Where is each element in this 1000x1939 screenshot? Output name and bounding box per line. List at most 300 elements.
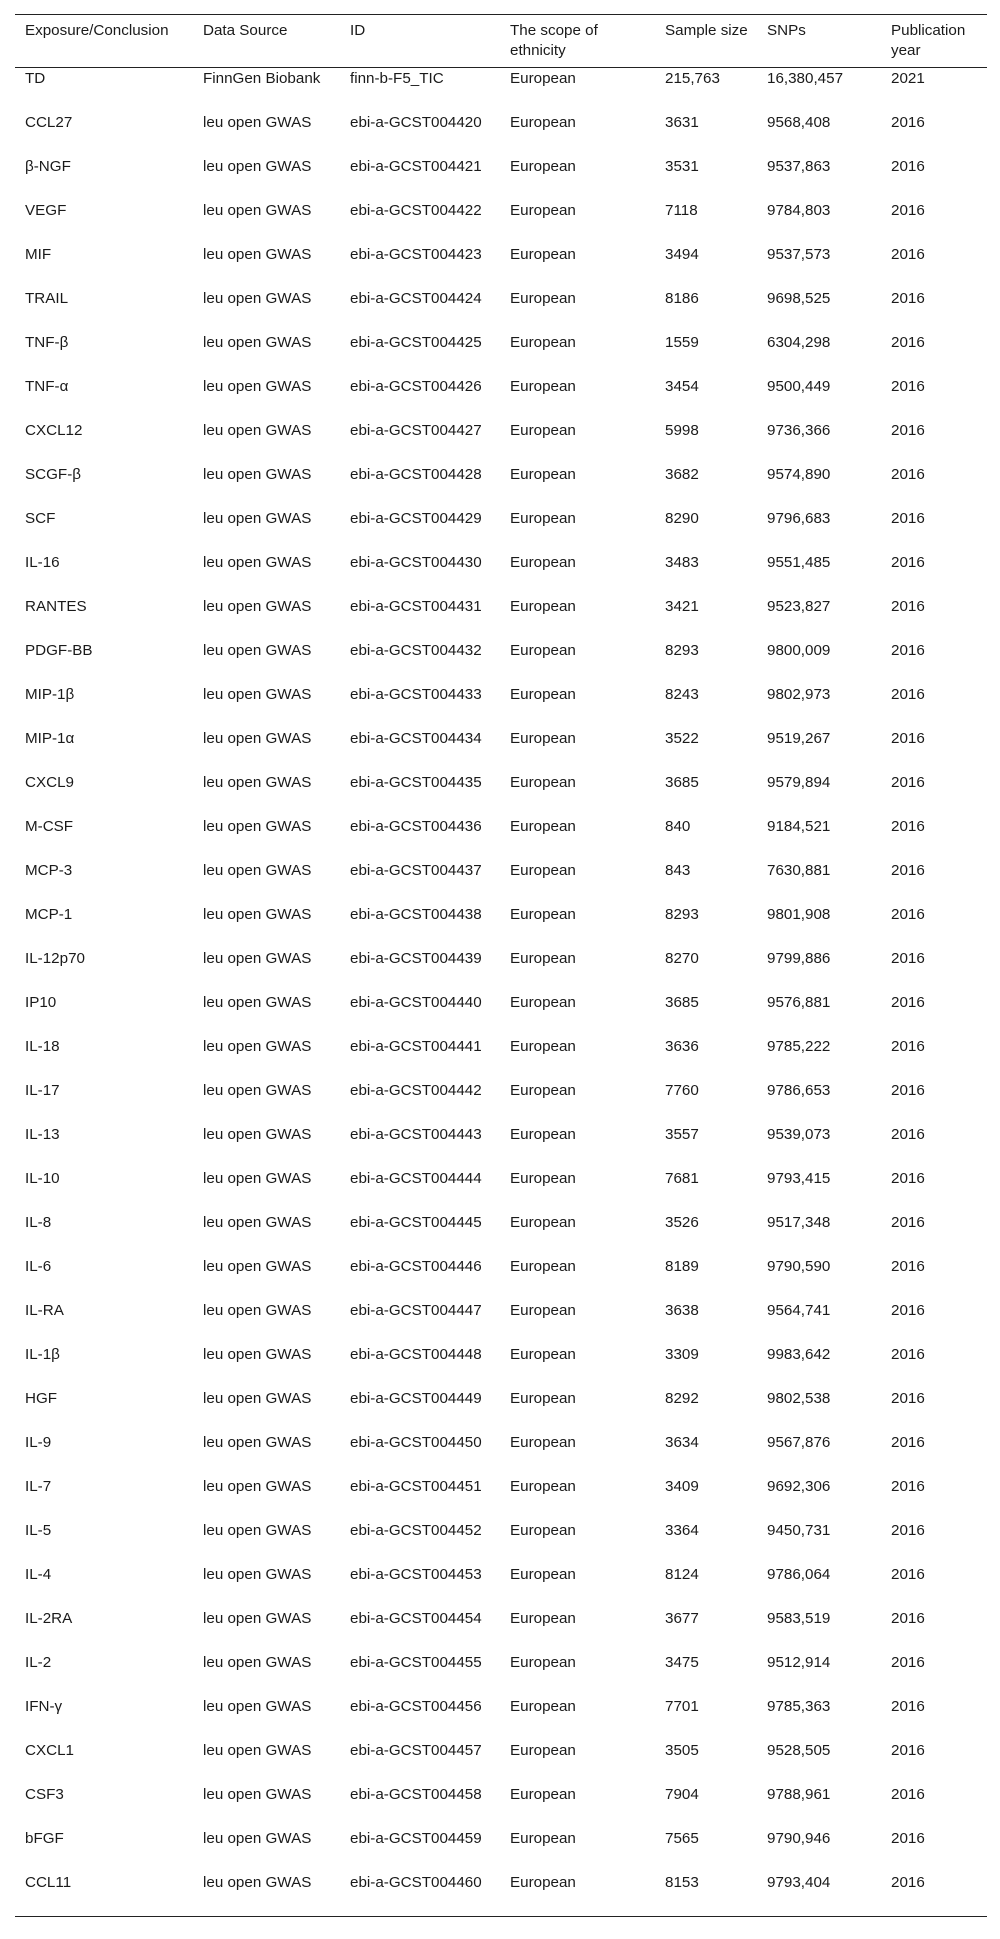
table-row	[15, 508, 987, 552]
cell-data-source: leu open GWAS	[203, 1390, 312, 1407]
cell-snps: 9788,961	[767, 1786, 831, 1803]
cell-id: ebi-a-GCST004445	[350, 1214, 482, 1231]
cell-sample-size: 3685	[665, 774, 699, 791]
cell-id: ebi-a-GCST004460	[350, 1874, 482, 1891]
cell-snps: 9567,876	[767, 1434, 831, 1451]
cell-exposure: CCL27	[25, 114, 73, 131]
cell-snps: 9450,731	[767, 1522, 831, 1539]
table-row	[15, 1784, 987, 1828]
cell-publication-year: 2016	[891, 1258, 925, 1275]
cell-sample-size: 8124	[665, 1566, 699, 1583]
cell-id: ebi-a-GCST004430	[350, 554, 482, 571]
cell-sample-size: 3475	[665, 1654, 699, 1671]
cell-publication-year: 2016	[891, 818, 925, 835]
table-header	[15, 15, 987, 68]
cell-exposure: IL-16	[25, 554, 60, 571]
table-row	[15, 1564, 987, 1608]
cell-publication-year: 2016	[891, 642, 925, 659]
header-snps: SNPs	[767, 22, 806, 39]
table-row	[15, 1124, 987, 1168]
table-row	[15, 376, 987, 420]
cell-ethnicity: European	[510, 422, 576, 439]
header-id: ID	[350, 22, 366, 39]
cell-ethnicity: European	[510, 950, 576, 967]
table-row	[15, 420, 987, 464]
cell-exposure: MCP-1	[25, 906, 73, 923]
cell-sample-size: 8293	[665, 642, 699, 659]
cell-ethnicity: European	[510, 1522, 576, 1539]
cell-snps: 9785,363	[767, 1698, 831, 1715]
cell-data-source: leu open GWAS	[203, 906, 312, 923]
cell-snps: 16,380,457	[767, 70, 844, 87]
cell-snps: 9736,366	[767, 422, 831, 439]
cell-snps: 9576,881	[767, 994, 831, 1011]
cell-data-source: leu open GWAS	[203, 1302, 312, 1319]
cell-publication-year: 2016	[891, 1346, 925, 1363]
cell-ethnicity: European	[510, 862, 576, 879]
cell-exposure: RANTES	[25, 598, 87, 615]
table-row	[15, 332, 987, 376]
cell-publication-year: 2016	[891, 1742, 925, 1759]
cell-ethnicity: European	[510, 686, 576, 703]
cell-sample-size: 3364	[665, 1522, 699, 1539]
cell-data-source: leu open GWAS	[203, 1434, 312, 1451]
cell-snps: 9790,946	[767, 1830, 831, 1847]
cell-sample-size: 3494	[665, 246, 699, 263]
cell-id: ebi-a-GCST004431	[350, 598, 482, 615]
cell-publication-year: 2016	[891, 950, 925, 967]
table-row	[15, 1080, 987, 1124]
cell-ethnicity: European	[510, 598, 576, 615]
cell-snps: 9793,404	[767, 1874, 831, 1891]
cell-id: ebi-a-GCST004424	[350, 290, 482, 307]
cell-exposure: IL-9	[25, 1434, 52, 1451]
cell-ethnicity: European	[510, 1830, 576, 1847]
cell-snps: 9519,267	[767, 730, 831, 747]
cell-data-source: leu open GWAS	[203, 598, 312, 615]
cell-ethnicity: European	[510, 1258, 576, 1275]
cell-sample-size: 8292	[665, 1390, 699, 1407]
header-exposure: Exposure/Conclusion	[25, 22, 169, 39]
data-table-container	[15, 14, 987, 1917]
cell-exposure: IL-5	[25, 1522, 52, 1539]
cell-id: ebi-a-GCST004443	[350, 1126, 482, 1143]
cell-id: ebi-a-GCST004420	[350, 114, 482, 131]
cell-ethnicity: European	[510, 466, 576, 483]
table-row	[15, 860, 987, 904]
cell-snps: 9802,538	[767, 1390, 831, 1407]
cell-publication-year: 2016	[891, 1654, 925, 1671]
cell-data-source: leu open GWAS	[203, 290, 312, 307]
cell-sample-size: 7565	[665, 1830, 699, 1847]
cell-exposure: CXCL12	[25, 422, 83, 439]
table-row	[15, 1432, 987, 1476]
cell-id: ebi-a-GCST004459	[350, 1830, 482, 1847]
cell-exposure: M-CSF	[25, 818, 74, 835]
cell-sample-size: 7118	[665, 202, 698, 219]
cell-publication-year: 2016	[891, 1478, 925, 1495]
cell-data-source: leu open GWAS	[203, 950, 312, 967]
cell-data-source: leu open GWAS	[203, 378, 312, 395]
cell-sample-size: 3638	[665, 1302, 699, 1319]
cell-id: ebi-a-GCST004426	[350, 378, 482, 395]
cell-ethnicity: European	[510, 1566, 576, 1583]
cell-data-source: leu open GWAS	[203, 1038, 312, 1055]
cell-exposure: IL-2RA	[25, 1610, 73, 1627]
cell-snps: 6304,298	[767, 334, 831, 351]
cell-data-source: leu open GWAS	[203, 1786, 312, 1803]
table-row	[15, 904, 987, 948]
cell-ethnicity: European	[510, 1654, 576, 1671]
cell-publication-year: 2016	[891, 1302, 925, 1319]
cell-sample-size: 8189	[665, 1258, 699, 1275]
header-row	[15, 15, 987, 68]
cell-exposure: IFN-γ	[25, 1698, 63, 1715]
table-row	[15, 1256, 987, 1300]
cell-ethnicity: European	[510, 1126, 576, 1143]
header-ethnicity: The scope of ethnicity	[510, 22, 598, 59]
cell-sample-size: 3421	[665, 598, 699, 615]
cell-exposure: bFGF	[25, 1830, 64, 1847]
cell-exposure: β-NGF	[25, 158, 71, 175]
cell-id: ebi-a-GCST004433	[350, 686, 482, 703]
cell-ethnicity: European	[510, 1170, 576, 1187]
cell-data-source: leu open GWAS	[203, 1258, 312, 1275]
cell-sample-size: 3454	[665, 378, 699, 395]
cell-id: ebi-a-GCST004454	[350, 1610, 482, 1627]
cell-publication-year: 2016	[891, 466, 925, 483]
cell-sample-size: 3634	[665, 1434, 699, 1451]
table-row	[15, 552, 987, 596]
cell-publication-year: 2016	[891, 202, 925, 219]
cell-ethnicity: European	[510, 1082, 576, 1099]
table-row	[15, 1520, 987, 1564]
cell-sample-size: 1559	[665, 334, 699, 351]
cell-exposure: IL-7	[25, 1478, 52, 1495]
cell-data-source: leu open GWAS	[203, 334, 312, 351]
cell-publication-year: 2016	[891, 1522, 925, 1539]
table-row	[15, 684, 987, 728]
cell-data-source: leu open GWAS	[203, 1126, 312, 1143]
cell-id: ebi-a-GCST004444	[350, 1170, 482, 1187]
cell-publication-year: 2016	[891, 1786, 925, 1803]
cell-data-source: leu open GWAS	[203, 994, 312, 1011]
header-data-source: Data Source	[203, 22, 288, 39]
cell-ethnicity: European	[510, 554, 576, 571]
cell-sample-size: 3531	[665, 158, 699, 175]
cell-data-source: leu open GWAS	[203, 422, 312, 439]
table-row	[15, 244, 987, 288]
cell-snps: 9568,408	[767, 114, 831, 131]
gwas-data-table	[15, 14, 987, 1917]
cell-sample-size: 3557	[665, 1126, 699, 1143]
header-sample-size: Sample size	[665, 22, 748, 39]
cell-ethnicity: European	[510, 818, 576, 835]
cell-ethnicity: European	[510, 246, 576, 263]
cell-ethnicity: European	[510, 1390, 576, 1407]
table-row	[15, 464, 987, 508]
cell-sample-size: 840	[665, 818, 691, 835]
cell-ethnicity: European	[510, 1610, 576, 1627]
cell-exposure: TRAIL	[25, 290, 69, 307]
table-row	[15, 1696, 987, 1740]
cell-publication-year: 2016	[891, 598, 925, 615]
cell-sample-size: 843	[665, 862, 691, 879]
cell-publication-year: 2016	[891, 862, 925, 879]
cell-sample-size: 3522	[665, 730, 699, 747]
cell-exposure: MIF	[25, 246, 52, 263]
cell-sample-size: 215,763	[665, 70, 720, 87]
cell-ethnicity: European	[510, 334, 576, 351]
table-row	[15, 1476, 987, 1520]
cell-data-source: leu open GWAS	[203, 1698, 312, 1715]
cell-id: ebi-a-GCST004422	[350, 202, 482, 219]
table-row	[15, 1300, 987, 1344]
cell-data-source: leu open GWAS	[203, 1170, 312, 1187]
table-row	[15, 1872, 987, 1917]
cell-snps: 9801,908	[767, 906, 831, 923]
cell-exposure: IL-18	[25, 1038, 60, 1055]
table-row	[15, 992, 987, 1036]
table-row	[15, 288, 987, 332]
cell-ethnicity: European	[510, 994, 576, 1011]
cell-id: ebi-a-GCST004451	[350, 1478, 482, 1495]
cell-data-source: leu open GWAS	[203, 1478, 312, 1495]
cell-publication-year: 2016	[891, 378, 925, 395]
cell-snps: 9692,306	[767, 1478, 831, 1495]
cell-exposure: IL-13	[25, 1126, 60, 1143]
cell-publication-year: 2016	[891, 1038, 925, 1055]
cell-id: ebi-a-GCST004458	[350, 1786, 482, 1803]
cell-snps: 9574,890	[767, 466, 831, 483]
table-row	[15, 156, 987, 200]
table-row	[15, 1168, 987, 1212]
cell-id: ebi-a-GCST004438	[350, 906, 482, 923]
cell-publication-year: 2016	[891, 1830, 925, 1847]
cell-exposure: IL-8	[25, 1214, 52, 1231]
cell-sample-size: 7701	[665, 1698, 699, 1715]
cell-ethnicity: European	[510, 70, 576, 87]
cell-snps: 9698,525	[767, 290, 831, 307]
cell-exposure: IL-1β	[25, 1346, 60, 1363]
cell-id: ebi-a-GCST004436	[350, 818, 482, 835]
cell-id: ebi-a-GCST004429	[350, 510, 482, 527]
cell-publication-year: 2016	[891, 1698, 925, 1715]
cell-ethnicity: European	[510, 1478, 576, 1495]
cell-id: ebi-a-GCST004432	[350, 642, 482, 659]
cell-ethnicity: European	[510, 1698, 576, 1715]
cell-id: ebi-a-GCST004427	[350, 422, 482, 439]
cell-data-source: leu open GWAS	[203, 246, 312, 263]
table-row	[15, 1740, 987, 1784]
cell-data-source: leu open GWAS	[203, 730, 312, 747]
cell-exposure: CXCL1	[25, 1742, 74, 1759]
cell-exposure: MCP-3	[25, 862, 73, 879]
table-row	[15, 1608, 987, 1652]
cell-exposure: CCL11	[25, 1874, 72, 1891]
cell-id: ebi-a-GCST004442	[350, 1082, 482, 1099]
cell-id: ebi-a-GCST004421	[350, 158, 482, 175]
cell-snps: 9785,222	[767, 1038, 831, 1055]
cell-data-source: leu open GWAS	[203, 114, 312, 131]
cell-exposure: TNF-α	[25, 378, 69, 395]
cell-data-source: leu open GWAS	[203, 1610, 312, 1627]
cell-snps: 9786,064	[767, 1566, 831, 1583]
cell-publication-year: 2016	[891, 246, 925, 263]
cell-id: ebi-a-GCST004452	[350, 1522, 482, 1539]
cell-id: ebi-a-GCST004437	[350, 862, 482, 879]
cell-exposure: CXCL9	[25, 774, 74, 791]
cell-publication-year: 2016	[891, 158, 925, 175]
cell-data-source: leu open GWAS	[203, 466, 312, 483]
cell-data-source: leu open GWAS	[203, 1522, 312, 1539]
cell-ethnicity: European	[510, 1038, 576, 1055]
cell-snps: 9184,521	[767, 818, 831, 835]
cell-id: ebi-a-GCST004423	[350, 246, 482, 263]
cell-snps: 9537,863	[767, 158, 831, 175]
cell-publication-year: 2021	[891, 70, 925, 87]
cell-exposure: IL-10	[25, 1170, 60, 1187]
cell-sample-size: 8270	[665, 950, 699, 967]
cell-data-source: leu open GWAS	[203, 202, 312, 219]
cell-data-source: leu open GWAS	[203, 1082, 312, 1099]
cell-publication-year: 2016	[891, 334, 925, 351]
cell-data-source: leu open GWAS	[203, 1742, 312, 1759]
table-row	[15, 1344, 987, 1388]
cell-data-source: leu open GWAS	[203, 642, 312, 659]
cell-snps: 9517,348	[767, 1214, 831, 1231]
cell-snps: 9800,009	[767, 642, 831, 659]
cell-ethnicity: European	[510, 1346, 576, 1363]
cell-sample-size: 3505	[665, 1742, 699, 1759]
cell-data-source: leu open GWAS	[203, 686, 312, 703]
cell-sample-size: 3526	[665, 1214, 699, 1231]
cell-data-source: FinnGen Biobank	[203, 70, 321, 87]
cell-snps: 9528,505	[767, 1742, 831, 1759]
cell-ethnicity: European	[510, 1874, 576, 1891]
table-row	[15, 948, 987, 992]
cell-publication-year: 2016	[891, 422, 925, 439]
cell-publication-year: 2016	[891, 686, 925, 703]
cell-data-source: leu open GWAS	[203, 1654, 312, 1671]
cell-exposure: PDGF-BB	[25, 642, 93, 659]
table-body	[15, 68, 987, 1917]
cell-data-source: leu open GWAS	[203, 774, 312, 791]
cell-publication-year: 2016	[891, 1126, 925, 1143]
cell-id: ebi-a-GCST004449	[350, 1390, 482, 1407]
cell-sample-size: 8293	[665, 906, 699, 923]
cell-sample-size: 7904	[665, 1786, 699, 1803]
cell-sample-size: 5998	[665, 422, 699, 439]
cell-exposure: TNF-β	[25, 334, 69, 351]
cell-publication-year: 2016	[891, 510, 925, 527]
cell-snps: 9564,741	[767, 1302, 831, 1319]
cell-ethnicity: European	[510, 510, 576, 527]
cell-id: finn-b-F5_TIC	[350, 70, 444, 87]
cell-publication-year: 2016	[891, 1214, 925, 1231]
cell-data-source: leu open GWAS	[203, 1566, 312, 1583]
table-row	[15, 1652, 987, 1696]
cell-ethnicity: European	[510, 1214, 576, 1231]
cell-id: ebi-a-GCST004425	[350, 334, 482, 351]
cell-publication-year: 2016	[891, 1434, 925, 1451]
cell-snps: 9784,803	[767, 202, 831, 219]
cell-exposure: IL-RA	[25, 1302, 64, 1319]
cell-sample-size: 8243	[665, 686, 699, 703]
cell-snps: 9983,642	[767, 1346, 831, 1363]
cell-exposure: IL-17	[25, 1082, 60, 1099]
cell-snps: 9539,073	[767, 1126, 831, 1143]
cell-publication-year: 2016	[891, 554, 925, 571]
cell-publication-year: 2016	[891, 994, 925, 1011]
table-row	[15, 1212, 987, 1256]
cell-exposure: IL-6	[25, 1258, 52, 1275]
cell-id: ebi-a-GCST004440	[350, 994, 482, 1011]
cell-exposure: VEGF	[25, 202, 67, 219]
cell-sample-size: 3636	[665, 1038, 699, 1055]
cell-snps: 9796,683	[767, 510, 831, 527]
cell-exposure: SCF	[25, 510, 56, 527]
cell-id: ebi-a-GCST004439	[350, 950, 482, 967]
cell-snps: 9793,415	[767, 1170, 831, 1187]
cell-data-source: leu open GWAS	[203, 1874, 312, 1891]
cell-exposure: CSF3	[25, 1786, 64, 1803]
cell-ethnicity: European	[510, 730, 576, 747]
cell-sample-size: 3682	[665, 466, 699, 483]
cell-ethnicity: European	[510, 642, 576, 659]
cell-publication-year: 2016	[891, 1874, 925, 1891]
cell-publication-year: 2016	[891, 1566, 925, 1583]
cell-sample-size: 3309	[665, 1346, 699, 1363]
table-row	[15, 68, 987, 113]
cell-publication-year: 2016	[891, 906, 925, 923]
cell-publication-year: 2016	[891, 1390, 925, 1407]
cell-snps: 9579,894	[767, 774, 831, 791]
cell-data-source: leu open GWAS	[203, 1830, 312, 1847]
cell-exposure: IL-12p70	[25, 950, 85, 967]
table-row	[15, 1036, 987, 1080]
cell-ethnicity: European	[510, 1434, 576, 1451]
cell-snps: 9802,973	[767, 686, 831, 703]
cell-exposure: SCGF-β	[25, 466, 81, 483]
cell-id: ebi-a-GCST004434	[350, 730, 482, 747]
cell-id: ebi-a-GCST004455	[350, 1654, 482, 1671]
cell-snps: 9790,590	[767, 1258, 831, 1275]
cell-publication-year: 2016	[891, 1082, 925, 1099]
cell-publication-year: 2016	[891, 114, 925, 131]
cell-sample-size: 3631	[665, 114, 699, 131]
cell-data-source: leu open GWAS	[203, 862, 312, 879]
cell-sample-size: 8290	[665, 510, 699, 527]
cell-snps: 9799,886	[767, 950, 831, 967]
cell-ethnicity: European	[510, 290, 576, 307]
cell-exposure: MIP-1α	[25, 730, 75, 747]
cell-id: ebi-a-GCST004450	[350, 1434, 482, 1451]
cell-id: ebi-a-GCST004428	[350, 466, 482, 483]
cell-id: ebi-a-GCST004448	[350, 1346, 482, 1363]
cell-data-source: leu open GWAS	[203, 158, 312, 175]
cell-exposure: MIP-1β	[25, 686, 75, 703]
cell-snps: 9583,519	[767, 1610, 831, 1627]
cell-sample-size: 3685	[665, 994, 699, 1011]
cell-data-source: leu open GWAS	[203, 818, 312, 835]
cell-id: ebi-a-GCST004457	[350, 1742, 482, 1759]
table-row	[15, 1388, 987, 1432]
table-row	[15, 200, 987, 244]
cell-sample-size: 3483	[665, 554, 699, 571]
cell-ethnicity: European	[510, 1742, 576, 1759]
cell-snps: 9551,485	[767, 554, 831, 571]
